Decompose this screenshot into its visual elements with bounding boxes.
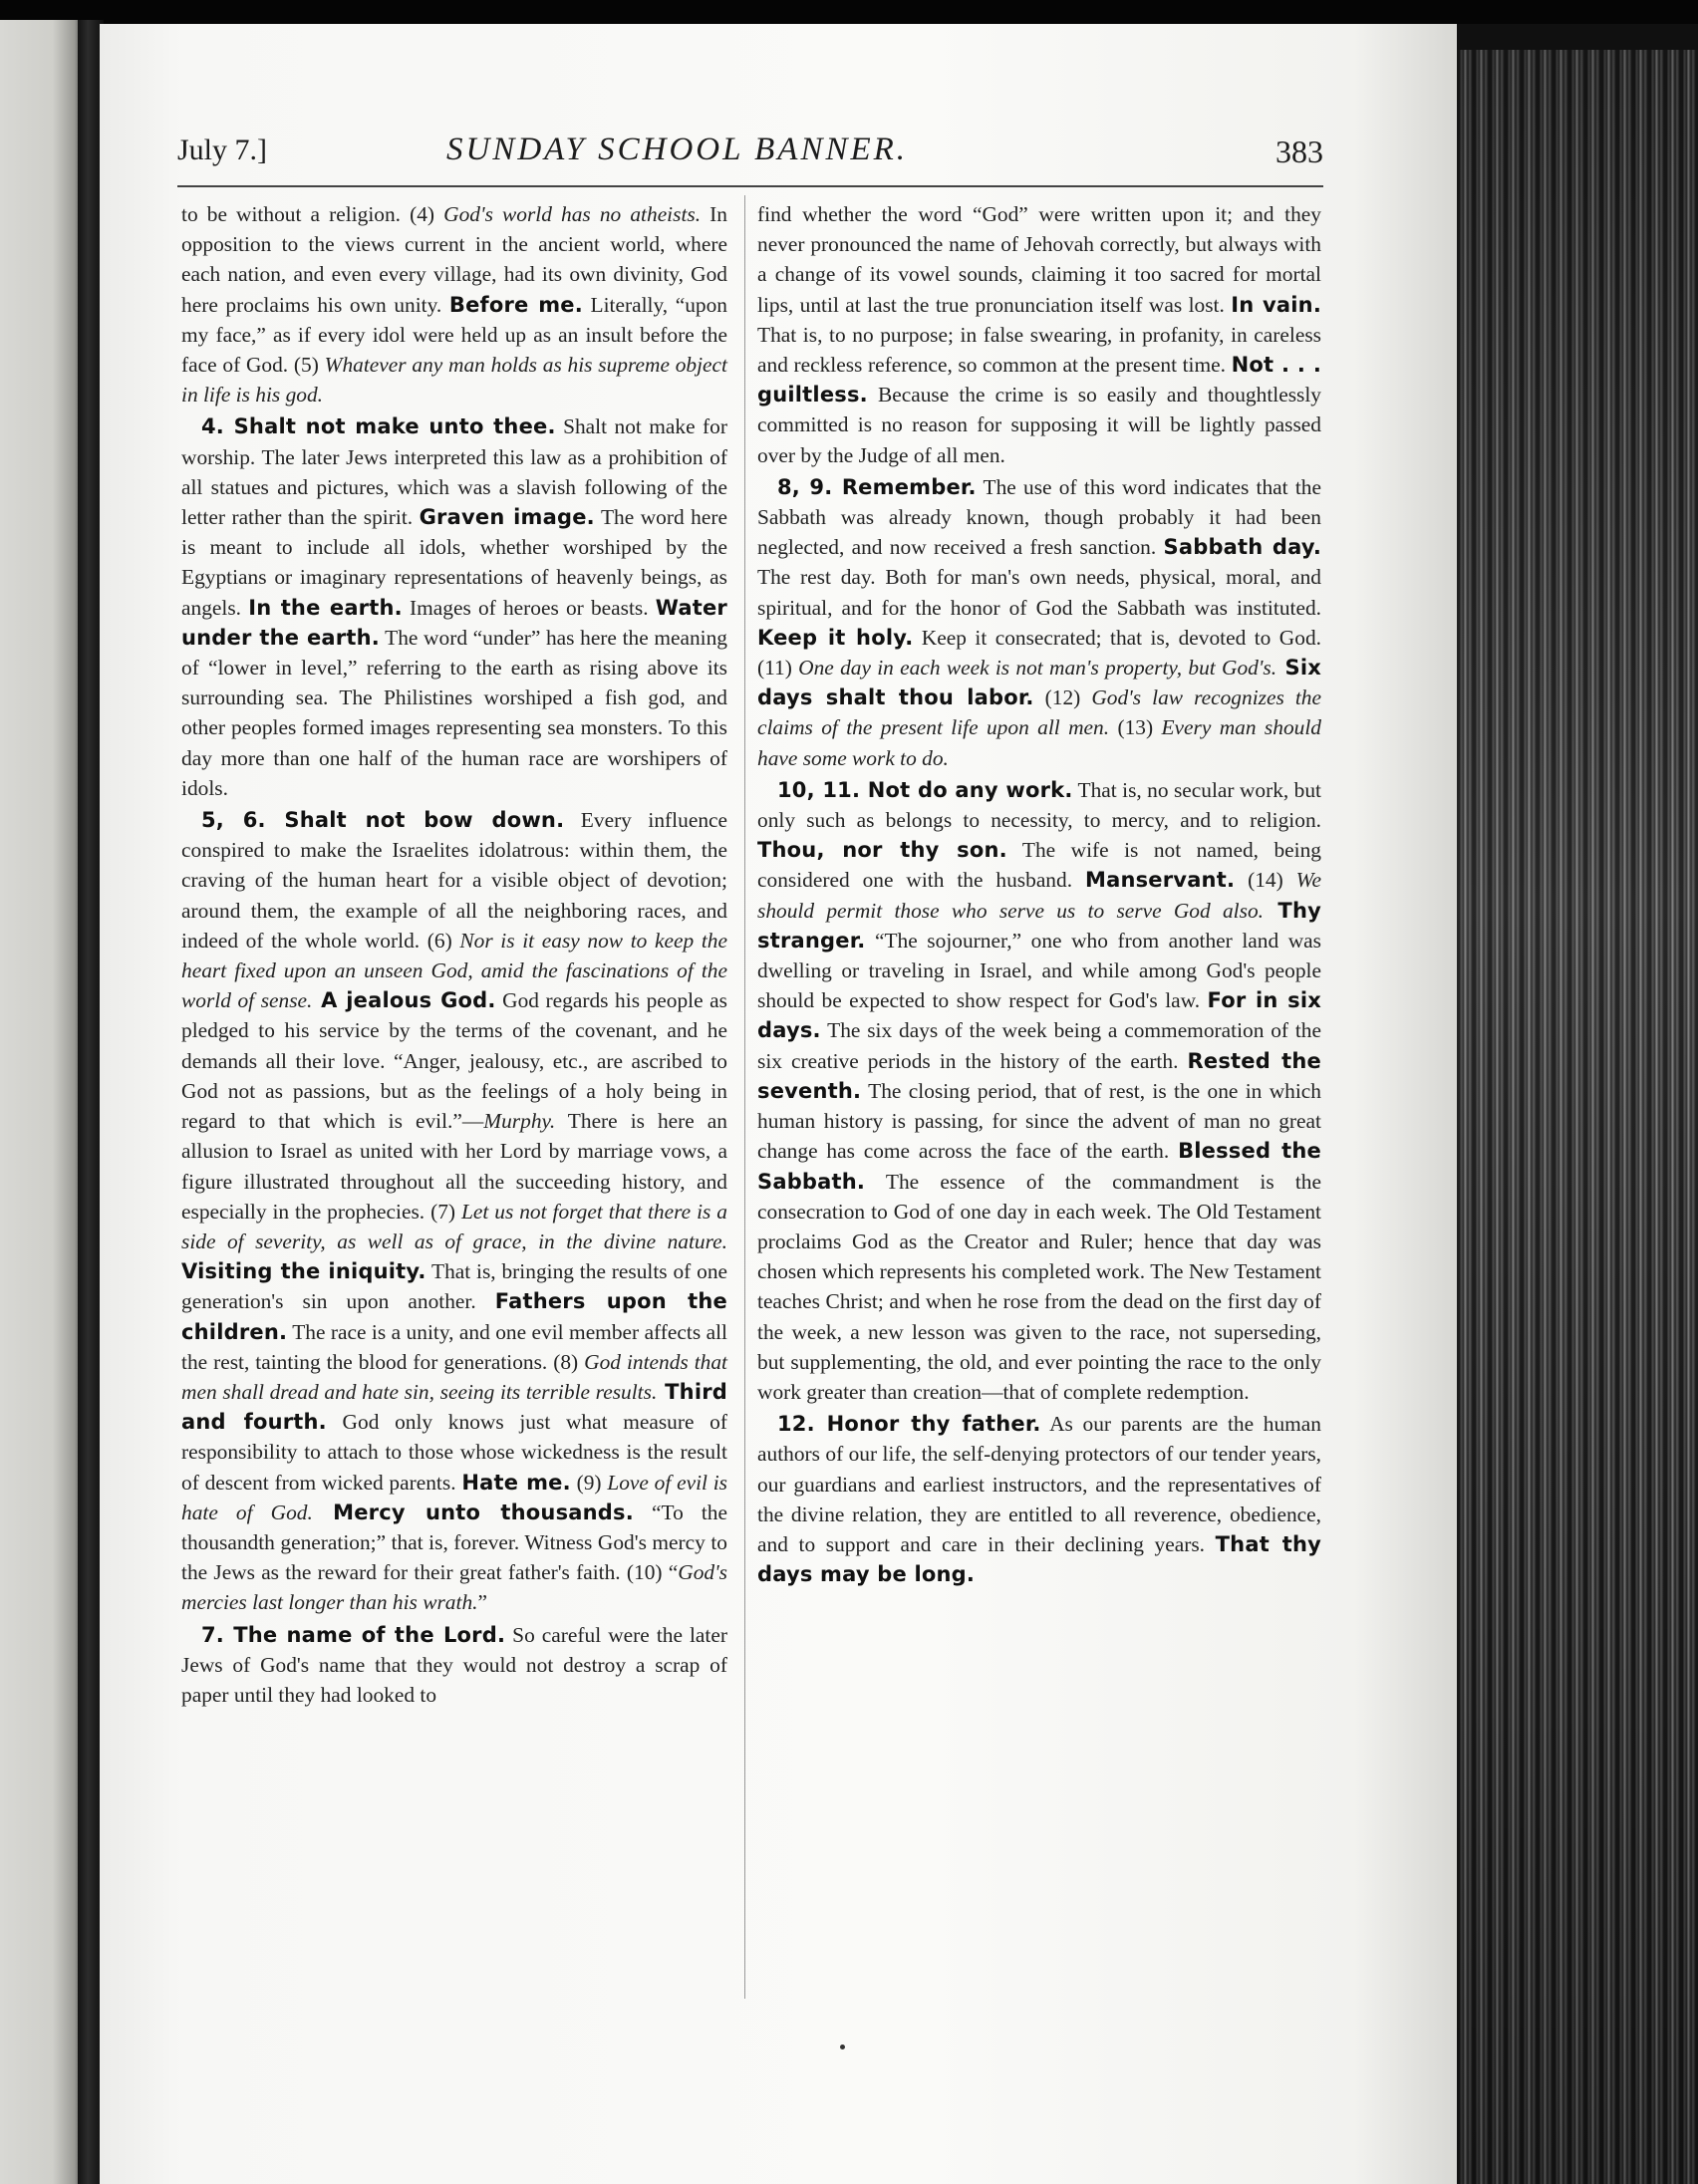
verse-heading: Visiting the iniquity. [181,1259,426,1284]
body-text: That is, to no purpose; in false swearing, in profanity, in careless and reckless reference, so common at the present time. [757,322,1321,378]
running-head [177,130,1323,179]
facing-page-edge [0,20,88,2184]
paragraph [181,411,727,803]
body-text: Shalt not make for worship. The later Jews interpreted this law as a prohibition of all statues and pictures, which was a slavish following of the letter rather than the spirit. [181,414,727,530]
paragraph [181,199,727,410]
verse-heading: 12. Honor thy father. [777,1412,1041,1437]
header-rule [177,185,1323,187]
body-text: The rest day. Both for man's own needs, physical, moral, and spiritual, and for the honor of God the Sabbath was instituted. [757,565,1321,620]
body-text: God only knows just what measure of responsibility to attach to those whose wickedness is the result of descent from wicked parents. [181,1410,727,1495]
verse-heading: 4. Shalt not make unto thee. [201,414,556,439]
left-column [181,199,727,1712]
body-text: In opposition to the views current in the ancient world, where each nation, and even every village, had its own divinity, God here proclaims his own unity. [181,202,728,317]
verse-heading: 7. The name of the Lord. [201,1622,506,1647]
verse-heading: Mercy unto thousands. [312,1500,634,1524]
paragraph [757,775,1321,1407]
verse-heading: Rested the seventh. [757,1048,1321,1103]
numbered-lesson-note: Nor is it easy now to keep the heart fixed upon an unseen God, amid the fascinations of the world of sense. [181,928,727,1013]
body-text: ” [477,1590,487,1615]
verse-heading: Hate me. [461,1470,571,1495]
numbered-lesson-note: Love of evil is hate of God. [181,1470,728,1524]
numbered-lesson-note: God's world has no atheists. [443,202,702,226]
body-text: Every influence conspired to make the Israelites idolatrous: within them, the craving of the human heart for a visible object of devotion; around them, the example of all the neighboring races, and indeed of the whole world. (6) [181,808,728,953]
paragraph [757,472,1321,773]
numbered-lesson-note: God's law recognizes the claims of the present life upon all men. [757,685,1321,740]
body-text: “To the thousandth generation;” that is, forever. Witness God's mercy to the Jews as the reward for their great father's faith. (10) “ [181,1500,727,1585]
body-text: Keep it consecrated; that is, devoted to God. (11) [757,625,1321,681]
body-text: (14) [1235,868,1296,893]
issue-date: July 7.] [177,134,267,166]
body-text: The word “under” has here the meaning of “lower in level,” referring to the earth as rising above its surrounding sea. The Philistines worshiped a fish god, and other peoples formed images representing sea monsters. To this day more than one half of the human race are worshipers of idols. [181,625,727,800]
body-text: (12) [1033,685,1092,710]
body-text: Literally, “upon my face,” as if every idol were held up as an insult before the face of God. (5) [181,292,727,378]
numbered-lesson-note: God intends that men shall dread and hate sin, seeing its terrible results. [181,1349,727,1404]
body-text: God regards his people as pledged to his service by the terms of the covenant, and he demands all their love. “Anger, jealousy, etc., are ascribed to God not as passions, but as the feelings of a holy being in regard to that which is evil.”— [181,988,727,1134]
body-text: That is, no secular work, but only such as belongs to necessity, to mercy, and to religion. [757,777,1321,833]
verse-heading: A jealous God. [312,988,496,1013]
body-text: Images of heroes or beasts. [402,595,656,620]
body-text: (13) [1109,715,1162,740]
verse-heading: Before me. [448,292,583,317]
verse-heading: Thy stranger. [757,898,1321,953]
verse-heading: Blessed the Sabbath. [757,1139,1322,1194]
paragraph [757,1409,1321,1589]
paragraph [181,805,727,1617]
body-text: The use of this word indicates that the Sabbath was already known, though probably it had been neglected, and now received a fresh sanction. [757,474,1321,560]
verse-heading: For in six days. [757,988,1322,1043]
body-text: The essence of the commandment is the consecration to God of one day in each week. The Old Testament proclaims God as the Creator and Ruler; hence that day was chosen which represents his completed work. The New Testament teaches Christ; and when he rose from the dead on the first day of the week, a new lesson was given to the race, not superseding, but supplementing, the old, and ever pointing the race to the only work greater than creation—that of complete redemption. [757,1169,1321,1404]
citation: Murphy. [483,1109,556,1134]
numbered-lesson-note: Every man should have some work to do. [757,715,1321,770]
numbered-lesson-note: We should permit those who serve us to serve God also. [757,868,1321,923]
body-text: There is here an allusion to Israel as united with her Lord by marriage vows, a figure illustrated throughout all the succeeding history, and especially in the prophecies. (7) [181,1109,727,1224]
verse-heading: Not . . . guiltless. [757,353,1321,408]
verse-heading: 10, 11. Not do any work. [777,777,1073,802]
body-text: The wife is not named, being considered one with the husband. [757,838,1322,893]
print-speck [840,2045,845,2049]
verse-heading: Water under the earth. [181,595,727,650]
numbered-lesson-note: Whatever any man holds as his supreme object in life is his god. [181,353,727,408]
verse-heading: Keep it holy. [757,625,914,650]
numbered-lesson-note: God's mercies last longer than his wrath. [181,1560,727,1615]
verse-heading: Thou, nor thy son. [757,838,1007,863]
body-text: find whether the word “God” were written upon it; and they never pronounced the name of Jehovah correctly, but always with a change of its vowel sounds, claiming it too sacred for mortal lips, until at last the true pronunciation itself was lost. [757,202,1321,317]
verse-heading: 5, 6. Shalt not bow down. [201,808,565,833]
right-column [757,199,1321,1591]
verse-heading: Fathers upon the children. [181,1289,727,1344]
page-number: 383 [1275,134,1323,169]
body-text: The word here is meant to include all idols, whether worshiped by the Egyptians or imaginary representations of heavenly beings, as angels. [181,505,727,620]
verse-heading: 8, 9. Remember. [777,474,977,499]
verse-heading: That thy days may be long. [757,1531,1321,1587]
paragraph [181,1620,727,1711]
body-text: (9) [570,1470,608,1495]
verse-heading: In the earth. [248,595,403,620]
verse-heading: Six days shalt thou labor. [757,656,1321,710]
body-text: The closing period, that of rest, is the one in which human history is passing, for since the advent of man no great change has come across the face of the earth. [757,1078,1321,1164]
body-text: That is, bringing the results of one generation's sin upon another. [181,1259,728,1314]
scan-top-border [0,0,1698,24]
verse-heading: Sabbath day. [1163,535,1322,560]
verse-heading: Manservant. [1084,868,1236,893]
paragraph [757,199,1321,470]
body-text: to be without a religion. (4) [181,202,444,226]
body-text: As our parents are the human authors of our life, the self-denying protectors of our tender years, our guardians and earliest instructors, and the representatives of the divine relation, they are entitled to all reverence, obedience, and to support and care in their declining years. [757,1412,1321,1556]
body-text: The race is a unity, and one evil member affects all the rest, tainting the blood for generations. (8) [181,1319,727,1374]
body-text: The six days of the week being a commemoration of the six creative periods in the history of the earth. [757,1018,1321,1073]
page-stack-shading [1457,50,1698,2184]
body-text: So careful were the later Jews of God's name that they would not destroy a scrap of paper until they had looked to [181,1622,727,1707]
verse-heading: Graven image. [419,505,595,530]
numbered-lesson-note: One day in each week is not man's property, but God's. [798,656,1277,681]
verse-heading: In vain. [1231,292,1321,317]
column-divider [744,195,745,1999]
body-text: Because the crime is so easily and thoughtlessly committed is no reason for supposing it will be lightly passed over by the Judge of all men. [757,383,1321,467]
body-text: “The sojourner,” one who from another land was dwelling or traveling in Israel, and while among God's people should be expected to show respect for God's law. [757,928,1321,1013]
publication-title: SUNDAY SCHOOL BANNER. [446,132,909,167]
numbered-lesson-note: Let us not forget that there is a side of severity, as well as of grace, in the divine nature. [181,1199,727,1253]
verse-heading: Third and fourth. [181,1379,727,1435]
